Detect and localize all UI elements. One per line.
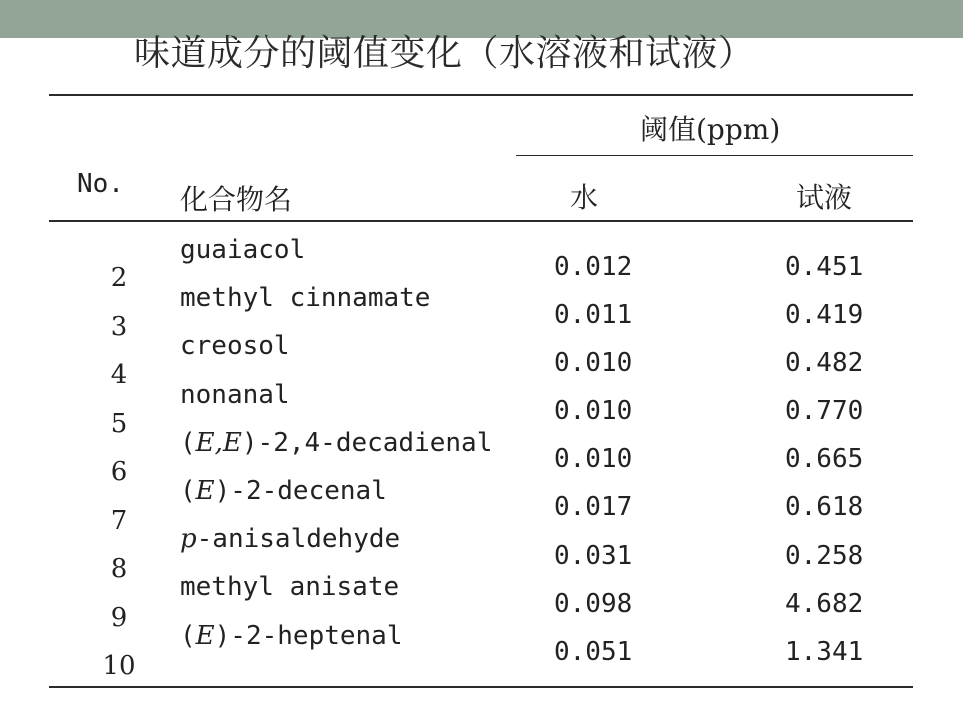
test-liquid-value: 0.451 (785, 252, 864, 282)
table-top-rule (49, 94, 913, 96)
compound-name: (E,E)-2,4-decadienal (180, 427, 493, 458)
water-value: 0.031 (554, 540, 633, 571)
row-number: 6 (110, 457, 128, 487)
water-value: 0.011 (554, 300, 633, 331)
water-value: 0.051 (554, 636, 633, 667)
test-liquid-header: 试液 (796, 181, 853, 214)
test-liquid-value: 0.419 (785, 300, 864, 331)
water-value: 0.012 (554, 252, 633, 282)
test-liquid-value: 0.770 (785, 396, 864, 427)
water-threshold-column (554, 250, 632, 683)
water-value: 0.010 (554, 396, 633, 427)
no-header: No. (77, 169, 124, 199)
compound-name: p-anisaldehyde (180, 524, 401, 555)
threshold-header: 阈值(ppm) (640, 113, 781, 146)
test-liquid-value: 0.258 (785, 540, 864, 571)
compound-name: (E)-2-decenal (180, 475, 387, 506)
row-number-column (98, 258, 140, 695)
water-value: 0.017 (554, 492, 633, 523)
compound-name: nonanal (180, 379, 290, 410)
row-number: 5 (110, 408, 128, 439)
compound-name: creosol (180, 331, 290, 362)
row-number: 10 (102, 651, 136, 681)
water-value: 0.010 (554, 348, 633, 379)
test-liquid-value: 4.682 (785, 588, 864, 619)
threshold-underline (516, 155, 913, 156)
water-value: 0.010 (554, 444, 633, 475)
compound-header: 化合物名 (180, 183, 293, 216)
row-number: 2 (110, 263, 128, 293)
header-bottom-rule (49, 220, 913, 222)
row-number: 8 (110, 554, 128, 584)
row-number: 3 (110, 311, 128, 342)
table-bottom-rule (49, 686, 913, 688)
water-header: 水 (570, 181, 599, 214)
test-liquid-value: 1.341 (785, 636, 864, 667)
compound-name: methyl anisate (180, 572, 400, 603)
test-liquid-value: 0.618 (785, 492, 864, 523)
compound-name: guaiacol (180, 235, 306, 265)
compound-name: methyl cinnamate (180, 283, 431, 314)
slide-title: 味道成分的阈值变化（水溶液和试液） (134, 33, 755, 74)
compound-name: (E)-2-heptenal (180, 620, 403, 651)
row-number: 9 (110, 602, 128, 633)
compound-name-column (180, 234, 492, 668)
test-liquid-threshold-column (785, 250, 863, 683)
row-number: 4 (110, 360, 128, 390)
row-number: 7 (110, 505, 128, 536)
water-value: 0.098 (554, 588, 633, 619)
test-liquid-value: 0.482 (785, 348, 864, 379)
test-liquid-value: 0.665 (785, 444, 864, 475)
